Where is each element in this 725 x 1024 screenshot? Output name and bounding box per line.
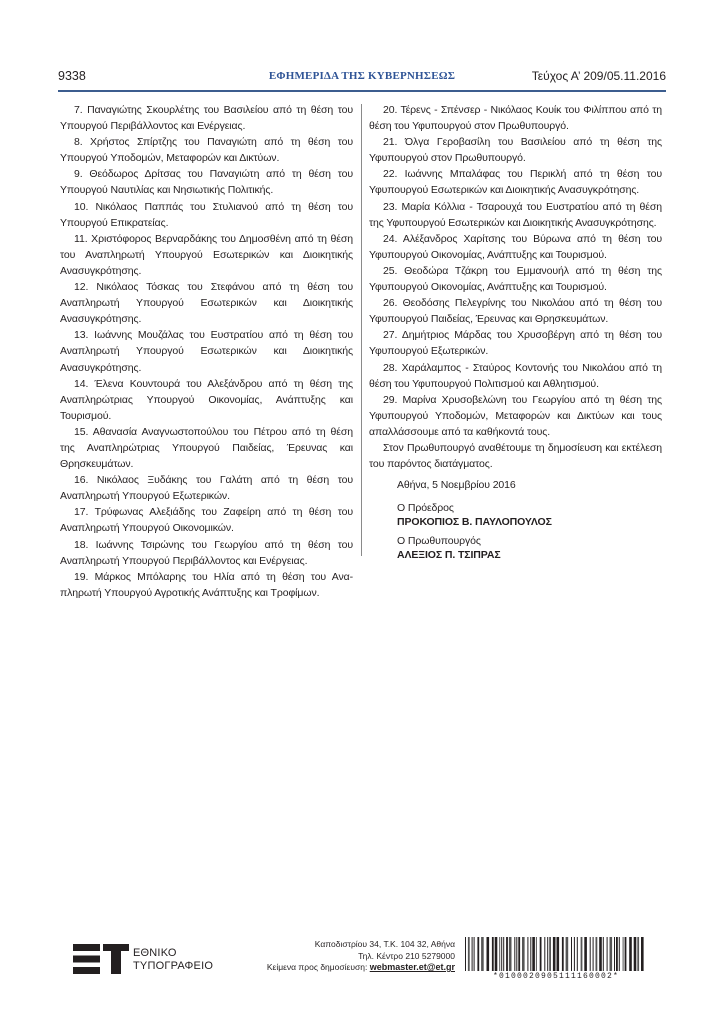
barcode-bar [536,937,537,971]
barcode-bar [596,937,598,971]
paragraph: 20. Τέρενς - Σπένσερ - Νικόλαος Κουίκ του Φιλίππου από τη θέση του Υφυπουργού στον Πρωθυπουργό. [369,104,662,133]
logo-line-2: ΤΥΠΟΓΡΑΦΕΙΟ [133,959,214,972]
left-column [60,102,353,601]
email-link[interactable]: webmaster.et@et.gr [369,962,455,972]
gazette-title: ΕΦΗΜΕΡΙΔΑ ΤΗΣ ΚΥΒΕΡΝΗΣΕΩΣ [268,70,456,82]
paragraph: 14. Έλενα Κουντουρά του Αλεξάνδρου από τη θέση της Αναπληρώτριας Υπουργού Οικονομίας, Ανάπτυξης και Τουρισμού. [60,377,353,422]
barcode-bar [623,937,624,971]
et-logo-icon [73,944,129,974]
logo-text [133,947,213,972]
barcode-bar [566,937,569,971]
paragraph: 11. Χριστόφορος Βερναρδάκης του Δημοσθένη από τη θέση του Αναπληρωτή Υπουργού Εσωτερικών και Διοικητικής Ανασυγκρότησης. [60,232,353,277]
barcode-bar [641,937,644,971]
barcode-bar [501,937,502,971]
barcode-bar [557,937,560,971]
barcode-bar [503,937,504,971]
paragraph: 17. Τρύφωνας Αλεξιάδης του Ζαφείρη από τη θέση του Αναπληρωτή Υπουργού Οικονομικών. [60,506,353,535]
barcode-bar [599,937,602,971]
right-column [369,102,662,567]
paragraph: 16. Νικόλαος Ξυδάκης του Γαλάτη από τη θέση του Αναπληρωτή Υπουργού Εξωτερικών. [60,474,353,503]
barcode-icon [464,937,648,971]
paragraph: Στον Πρωθυπουργό αναθέτουμε τη δημοσίευση και εκτέλεση του παρόντος διατάγματος. [369,441,662,471]
barcode-bar [577,937,578,971]
phone: Τηλ. Κέντρο 210 5279000 [358,950,455,961]
barcode-bar [553,937,556,971]
paragraph: 15. Αθανασία Αναγνωστοπούλου του Πέτρου από τη θέση της Αναπληρώτριας Υπουργού Παιδείας, Έρευνας και Θρησκευμάτων. [60,425,353,471]
barcode-bar [481,937,484,971]
barcode-bar [593,937,594,971]
barcode [464,935,664,985]
barcode-bar [625,937,627,971]
barcode-bar [562,937,564,971]
issue-number: Τεύχος Α’ 209/05.11.2016 [531,69,666,83]
barcode-bar [607,937,608,971]
barcode-bar [514,937,515,971]
barcode-bar [571,937,572,971]
barcode-bar [629,937,632,971]
barcode-bar [474,937,475,971]
paragraph: 7. Παναγιώτης Σκουρλέτης του Βασιλείου από τη θέση του Υπουργού Περιβάλλοντος και Ενέργειας. [60,104,353,133]
barcode-bar [619,937,620,971]
barcode-bar [518,937,520,971]
paragraph: 23. Μαρία Κόλλια - Τσαρουχά του Ευστρατίου από τη θέση της Υφυπουργού Εσωτερικών και Διοικητικής Ανασυγκρότησης. [369,200,662,229]
paragraph: 21. Όλγα Γεροβασίλη του Βασιλείου από τη θέση της Υφυπουργού στον Πρωθυπουργό. [369,136,662,165]
barcode-bar [547,937,548,971]
paragraph: 22. Ιωάννης Μπαλάφας του Περικλή από τη θέση του Υφυπουργού Εσωτερικών και Διοικητικής Ανασυγκρότησης. [369,168,662,197]
barcode-bar [487,937,490,971]
barcode-bar [540,937,542,971]
barcode-bar [468,937,470,971]
pm-title: Ο Πρωθυπουργός [397,535,481,548]
barcode-bar [477,937,479,971]
paragraph: 26. Θεοδόσης Πελεγρίνης του Νικολάου από τη θέση του Υφυπουργού Παιδείας, Έρευνας και Θρησκευμάτων. [369,297,662,326]
barcode-bar [499,937,500,971]
barcode-bar [516,937,517,971]
paragraph: 29. Μαρίνα Χρυσοβελώνη του Γεωργίου από τη θέση της Υφυπουργού Υποδομών, Μεταφορών και Δικτύων και τους απαλλάσσουμε από τα καθήκοντά τους. [369,393,662,438]
paragraph: 8. Χρήστος Σπίρτζης του Παναγιώτη από τη θέση του Υπουργού Υποδομών, Μεταφορών και Δικτύων. [60,136,353,165]
place-date: Αθήνα, 5 Νοεμβρίου 2016 [397,479,516,492]
paragraph: 9. Θεόδωρος Δρίτσας του Παναγιώτη από τη θέση του Υπουργού Ναυτιλίας και Νησιωτικής Πολιτικής. [60,168,353,197]
paragraph: 10. Νικόλαος Παππάς του Στυλιανού από τη θέση του Υπουργού Επικρατείας. [60,200,353,229]
barcode-bar [527,937,528,971]
column-divider [361,104,362,556]
logo-line-1: ΕΘΝΙΚΟ [133,947,177,959]
paragraph: 24. Αλέξανδρος Χαρίτσης του Βύρωνα από τη θέση του Υφυπουργού Οικονομίας, Ανάπτυξης και Τουρισμού. [369,232,662,261]
barcode-bar [637,937,639,971]
president-title: Ο Πρόεδρος [397,502,454,515]
header-rule [58,90,666,92]
barcode-bar [532,937,535,971]
barcode-bar [614,937,615,971]
barcode-bar [584,937,587,971]
page-header [58,67,666,89]
paragraph: 19. Μάρκος Μπόλαρης του Ηλία από τη θέση του Ανα-πληρωτή Υπουργού Αγροτικής Ανάπτυξης και Τροφίμων. [60,570,353,599]
barcode-bar [616,937,618,971]
barcode-digits: *0100020905111160002* [492,972,620,981]
president-name: ΠΡΟΚΟΠΙΟΣ Β. ΠΑΥΛΟΠΟΥΛΟΣ [397,516,552,529]
address: Καποδιστρίου 34, Τ.Κ. 104 32, Αθήνα [314,939,455,949]
paragraph: 12. Νικόλαος Τόσκας του Στεφάνου από τη θέση του Αναπληρωτή Υπουργού Εσωτερικών και Διοικητικής Ανασυγκρότησης. [60,281,353,326]
barcode-bar [610,937,613,971]
paragraph: 27. Δημήτριος Μάρδας του Χρυσοβέργη από τη θέση του Υφυπουργού Εξωτερικών. [369,329,662,358]
barcode-bar [549,937,551,971]
barcode-bar [509,937,512,971]
paragraph: 18. Ιωάννης Τσιρώνης του Γεωργίου από τη θέση του Αναπληρωτή Υπουργού Περιβάλλοντος και Ενέργειας. [60,538,353,567]
paragraph: 28. Χαράλαμπος - Σταύρος Κοντονής του Νικολάου από τη θέση του Υφυπουργού Πολιτισμού και Αθλητισμού. [369,361,662,390]
page-number: 9338 [58,69,86,83]
barcode-bar [634,937,637,971]
barcode-bar [506,937,508,971]
barcode-bar [574,937,575,971]
submission-line [230,962,455,974]
signature-block [369,478,662,562]
pm-name: ΑΛΕΞΙΟΣ Π. ΤΣΙΠΡΑΣ [397,549,501,562]
barcode-bar [603,937,604,971]
barcode-bar [530,937,531,971]
barcode-bar [465,937,466,971]
paragraph: 13. Ιωάννης Μουζάλας του Ευστρατίου από τη θέση του Αναπληρωτή Υπουργού Εσωτερικών και Διοικητικής Ανασυγκρότησης. [60,329,353,374]
contact-info [230,939,455,974]
submission-label: Κείμενα προς δημοσίευση: [266,962,368,972]
barcode-bar [544,937,545,971]
barcode-bar [492,937,494,971]
barcode-bar [495,937,498,971]
barcode-bar [581,937,583,971]
barcode-bar [522,937,525,971]
barcode-bar [590,937,591,971]
paragraph: 25. Θεοδώρα Τζάκρη του Εμμανουήλ από τη θέση της Υφυπουργού Οικονομίας, Ανάπτυξης και Τουρισμού. [369,264,662,294]
barcode-bar [472,937,473,971]
